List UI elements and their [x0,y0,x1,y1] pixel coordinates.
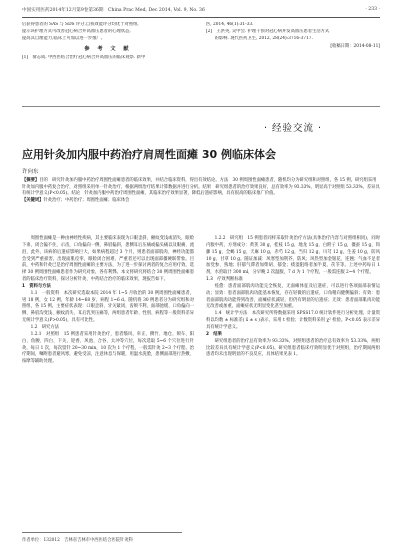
body-paragraph: 1.4 统计学方法 本次研究所得数据采用 SPSS17.0 统计软件进行分析处理。计量资料以均数 ± 标准差( x̄ ± s )表示，采用 t 检验；计数资料采用 χ² 检验。P<0.05 表示差异具有统计学意义。 [206,311,380,330]
body-paragraph: 1.2 研究方法 [30,324,59,330]
running-header [22,7,380,13]
author-affiliation: 作者单位：132012 吉林省吉林市中西医结合医院针灸科 [22,538,133,543]
section-heading: 2 结果 [206,331,222,337]
received-date: [收稿日期：2014-08-11] [330,43,380,49]
reference-item: 医, 2014, 46(1):31-33. [206,22,254,27]
reference-item: [1] 俞志成. 中西医结合治疗冠心病合并高血压的临床观察. 新中 [22,54,146,60]
body-line: 提示该护理方式可改善冠心病合并高血压患者的心理状态, [22,28,131,34]
body-paragraph: 1.2.1 对照组 15 例患者采用针灸治疗，患者翳风、牵正、攒竹、地仓、颊车、阳白、鱼腰、四白、下关、迎香、风池、合谷、太冲等穴位，每次选取 5~6 个穴位进行针灸，每日 1 次，每次留针 20~30 min，10 次为 1 个疗程，一般需针灸 2~3 个疗程。治疗期间，嘱咐患者避风寒，避免受凉，注意休息与保暖，用温水洗脸，患侧面部进行热敷、按摩等辅助处理。 [22,331,194,365]
reference-item: 的影响. 现代医药卫生, 2012, 28(24):3716-3717. [206,35,313,41]
previous-article-references [206,22,380,51]
keywords-text: 针灸治疗；中药治疗；周围性面瘫；临床体会 [43,198,130,204]
body-paragraph: 痊愈：患者面部肌肉功能完全恢复，无面瘫体征及后遗症，可以进行各项面部表情运动；显效：患者面部肌肉功能基本恢复，存在轻微的后遗症，口角稍向健侧偏斜；有效：患者面部肌肉功能得到改善，面瘫症状减轻，但仍有明显的后遗症；无效：患者面部肌肉功能无改善或加重，面瘫症状无明显变化甚至加重。 [206,283,380,310]
footnote [22,537,380,543]
journal-citation: 中国实用医药2014年12月第9卷第36期 China Prac Med, Dec 2014, Vol. 9, No. 36 [22,8,205,13]
abstract-label: 【摘要】 [22,178,40,183]
body-column-left [22,236,194,366]
article-separator [22,106,380,107]
header-rule [22,17,380,18]
body-column-right [206,236,380,359]
body-paragraph: 1.2.2 研究组 15 例患者同样采取针灸治疗方法(具体治疗内容与对照组相同)，同时内服中药，方剂成分：黄芪 30 g，桂枝 15 g，地龙 15 g，白附子 15 g，僵蚕 15 g，钩藤 15 g，全蝎 15 g，天麻 10 g，赤芍 12 g，当归 12 g，川芎 12 g，生姜 10 g，防风 10 g，甘草 10 g。随证加减：风寒型加荆芥、防风；风热型加金银花、连翘；气血不足者加党参、熟地；肝郁气滞者加柴胡、郁金；痰湿阻络者加半夏、茯苓等。上述中药每日 1 剂，水煎取汁 300 ml，分早晚 2 次温服，7 d 为 1 个疗程，一般需连服 2~4 个疗程。 [206,236,380,276]
abstract-text: 目的 研究针灸加内服中药治疗周围性面瘫患者的临床效果，并结合临床资料，得出有效结论。方法 30 例周围性面瘫患者，随机均分为研究组和对照组，各 15 例，研究组采用针灸加内服中药复合治疗，对照组采用单一针灸治疗，根据两组治疗结果计算数据并进行分析。结果 研究组患者的治疗效果良好，总有效率为 93.33%，明显高于对照组 53.33%，差异具有统计学意义(P<0.05)。结论 针灸加内服中药治疗周围性面瘫，其临床治疗效果显著，降低后遗症影响，具有很高的临床推广价值。 [22,178,380,197]
references-heading: 参 考 文 献 [84,45,132,52]
article-title: 应用针灸加内服中药治疗肩周性面瘫 30 例临床体会 [22,148,276,161]
page-number: · 233 · [365,7,380,12]
body-paragraph: 研究组患者的治疗总有效率为 93.33%，对照组患者的治疗总有效率为 53.33%，两组比较差异具有统计学意义(P<0.05)。研究组患者临床疗效明显优于对照组，治疗期间两组患者均未出现明显的不良反应，具体结果见表 1。 [206,338,380,358]
reference-item: [2] 王洪英, 吴中会. 护理干预对冠心病并发高血压患者生活方式 [206,28,330,34]
section-heading: 1 资料与方法 [22,283,51,289]
subsection-heading: 1.3 疗效判断标准 [206,277,243,283]
previous-article-tail [22,22,194,62]
body-line: 后获得患者的 SAS 与 SDS 评分,自我效能评分均优于对照组, [22,22,139,27]
intro-paragraph: 周围性面瘫是一种由神经性疾病，其主要临床表现为口眼歪斜，额纹变浅或消失，眼睑下垂，闭合偏不住，示齿，口角偏向一侧，鼻唇偏斜，患侧耳后压痛或偏头痛以及眼痛、流泪，此外，该病的后遗症影响巨大，如果病程超过 3 个月，则患者面部肌肉、神经功能都会受到严重损害，出现面肌痉挛、眼睑闭合困难、严重者还可以出现面部僵硬联带象。目前，中药和针灸已是治疗周围性面瘫的主要方法，为了进一步探讨两者的复合应用疗效，选择 30 例周围性面瘫患者作为研究对象，各有利弊。本文将研究将结合 30 例周围性面瘫患者的临床治疗资料，探讨分析针灸、中药结合治疗的临床效果，现报告如下。 [22,236,194,283]
body-line: 提高其自理能力,临床上可加以进一步推广。 [22,35,106,41]
abstract [22,178,380,205]
footnote-rule [22,532,182,533]
keywords-label: 【关键词】 [22,198,44,204]
body-paragraph: 1.1 一般资料 本次研究选取本院 2014 年 1~5 月收治的 30 例周围性面瘫患者，男 18 例，女 12 例，年龄 14~68 岁，病程 1~6 d。随机将 30 例患者分为研究组和对照组，各 15 例。主要症状表现：口眼歪斜、牙关紧闭、齿颊不利、面部弛缓、口角偏向一侧、鼻唇沟变浅、额纹消失、耳后乳突压痛等，两组患者年龄、性别、病程等一般资料差异无统计学意义(P>0.05)，具有可比性。 [22,290,194,324]
section-banner: · 经验交流 · [264,123,323,134]
author-name: 许向东 [22,169,39,175]
